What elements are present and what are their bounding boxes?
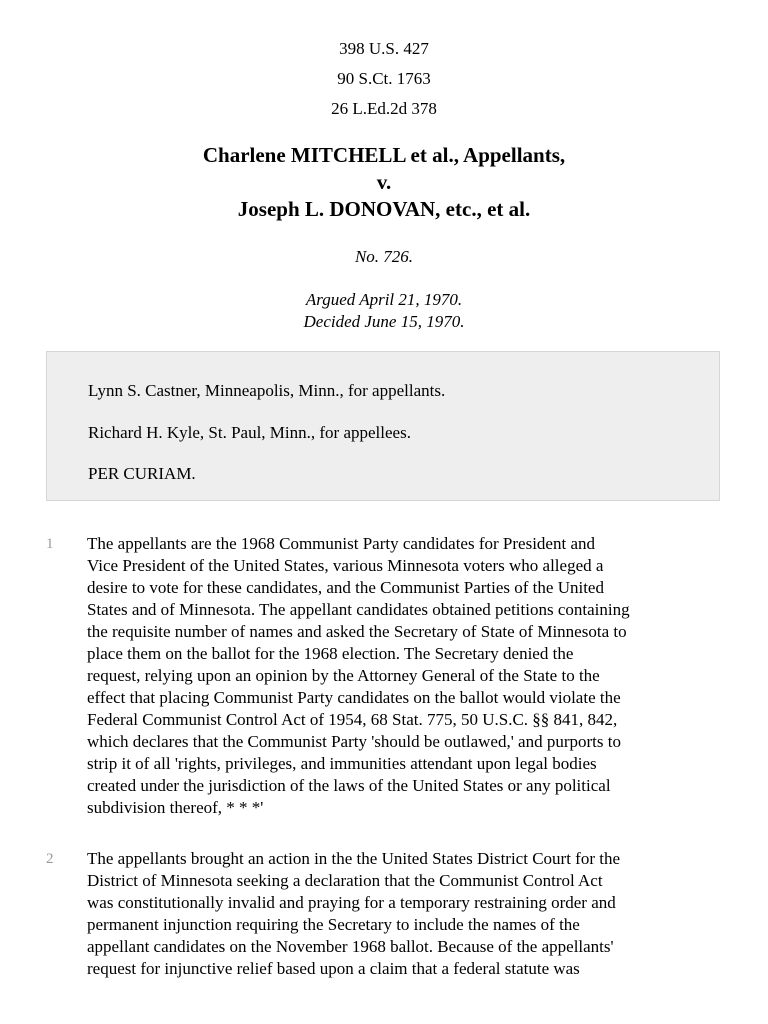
paragraph-line: request, relying upon an opinion by the Attorney General of the State to the: [87, 666, 600, 685]
paragraph-text: [87, 533, 735, 819]
paragraph-text: [87, 848, 735, 980]
paragraph-line: appellant candidates on the November 1968 ballot. Because of the appellants': [87, 937, 614, 956]
paragraph-line: request for injunctive relief based upon a claim that a federal statute was: [87, 959, 580, 978]
paragraph-line: Vice President of the United States, various Minnesota voters who alleged a: [87, 556, 604, 575]
us-reports-citation: 398 U.S. 427: [339, 39, 429, 58]
counsel-for-appellees: Richard H. Kyle, St. Paul, Minn., for appellees.: [88, 423, 411, 442]
paragraph-line: strip it of all 'rights, privileges, and immunities attendant upon legal bodies: [87, 754, 597, 773]
paragraph-line: permanent injunction requiring the Secretary to include the names of the: [87, 915, 580, 934]
case-dates: [0, 289, 768, 333]
appellees-name: Joseph L. DONOVAN, etc., et al.: [237, 197, 531, 221]
paragraph-line: The appellants are the 1968 Communist Party candidates for President and: [87, 534, 595, 553]
paragraph-line: effect that placing Communist Party candidates on the ballot would violate the: [87, 688, 621, 707]
paragraph-line: place them on the ballot for the 1968 election. The Secretary denied the: [87, 644, 574, 663]
case-caption: [0, 142, 768, 223]
lawyers-edition-citation: 26 L.Ed.2d 378: [331, 99, 437, 118]
supreme-court-reporter-citation: 90 S.Ct. 1763: [337, 69, 431, 88]
paragraph-line: which declares that the Communist Party 'should be outlawed,' and purports to: [87, 732, 621, 751]
paragraph-line: Federal Communist Control Act of 1954, 68 Stat. 775, 50 U.S.C. §§ 841, 842,: [87, 710, 618, 729]
citations: [0, 34, 768, 124]
paragraph-line: desire to vote for these candidates, and the Communist Parties of the United: [87, 578, 604, 597]
paragraph-number: 2: [46, 851, 54, 867]
docket-number: No. 726.: [354, 247, 414, 266]
counsel-box: [46, 351, 720, 501]
paragraph-line: was constitutionally invalid and praying for a temporary restraining order and: [87, 893, 616, 912]
paragraph-line: subdivision thereof, * * *': [87, 798, 264, 817]
decided-date: Decided June 15, 1970.: [303, 312, 465, 331]
paragraph-line: The appellants brought an action in the the United States District Court for the: [87, 849, 621, 868]
per-curiam-heading: PER CURIAM.: [88, 464, 196, 483]
paragraph-line: States and of Minnesota. The appellant candidates obtained petitions containing: [87, 600, 630, 619]
paragraph-number: 1: [46, 536, 54, 552]
appellants-name: Charlene MITCHELL et al., Appellants,: [202, 143, 566, 167]
versus: v.: [376, 170, 392, 194]
argued-date: Argued April 21, 1970.: [305, 290, 463, 309]
paragraph-line: the requisite number of names and asked the Secretary of State of Minnesota to: [87, 622, 627, 641]
paragraph-line: created under the jurisdiction of the laws of the United States or any political: [87, 776, 611, 795]
paragraph-line: District of Minnesota seeking a declaration that the Communist Control Act: [87, 871, 603, 890]
counsel-for-appellants: Lynn S. Castner, Minneapolis, Minn., for appellants.: [88, 381, 446, 400]
